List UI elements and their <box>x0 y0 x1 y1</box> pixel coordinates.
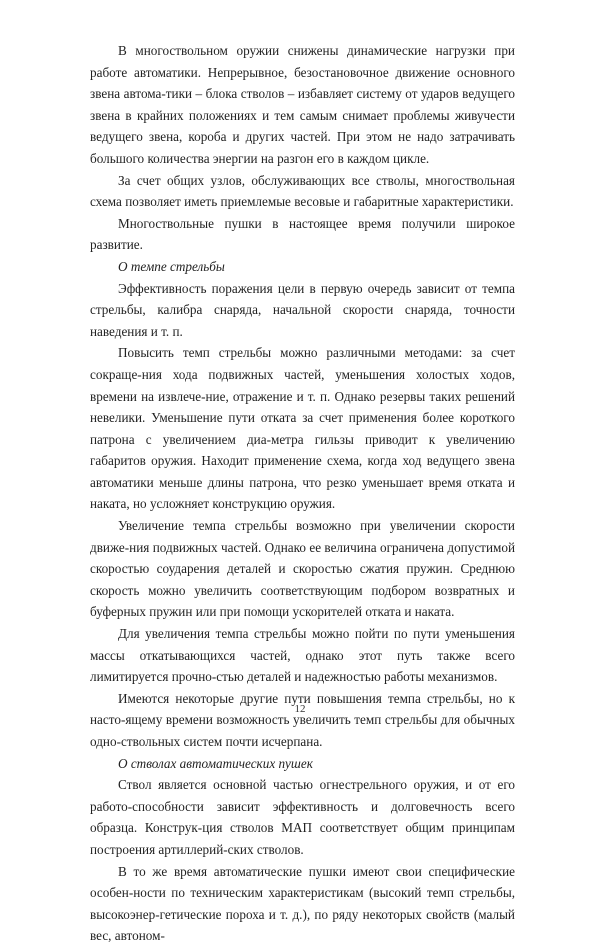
paragraph-specific-features: В то же время автоматические пушки имеют свои специфические особен-ности по техническим характеристикам (высокий темп стрельбы, высокоэнер-гетические пороха и т. д.), по ряду некоторых свойств (малый вес, автоном- <box>90 863 515 944</box>
page-number: 12 <box>294 703 306 715</box>
section-heading-rate-of-fire: О темпе стрельбы <box>118 258 225 274</box>
paragraph-mass-reduction: Для увеличения темпа стрельбы можно пойти по пути уменьшения массы откатывающихся частей, однако этот путь также всего лимитируется прочно-стью деталей и надежностью работы механизмов. <box>90 626 515 685</box>
paragraph-multibarrel-loads: В многоствольном оружии снижены динамические нагрузки при работе автоматики. Непрерывное, безостановочное движение основного звена автома-тики – блока стволов – избавляет систему от ударов ведущего звена в крайних положениях и тем самым снимает проблемы живучести ведущего звена, короба и других частей. При этом не надо затрачивать большого количества энергии на разгон его в каждом цикле. <box>90 43 515 166</box>
paragraph-barrel-main-part: Ствол является основной частью огнестрельного оружия, и от его работо-способности зависит эффективность и долговечность всего образца. Конструк-ция стволов МАП соответствует общим принципам построения артиллерий-ских стволов. <box>90 777 515 857</box>
paragraph-multibarrel-development: Многоствольные пушки в настоящее время получили широкое развитие. <box>90 215 515 253</box>
paragraph-common-units: За счет общих узлов, обслуживающих все стволы, многоствольная схема позволяет иметь приемлемые весовые и габаритные характеристики. <box>90 172 515 210</box>
paragraph-moving-parts-speed: Увеличение темпа стрельбы возможно при увеличении скорости движе-ния подвижных частей. Однако ее величина ограничена допустимой скоростью соударения деталей и скоростью сжатия пружин. Среднюю скорость можно увеличить соответствующим подбором возвратных и буферных пружин или при помощи ускорителей отката и наката. <box>90 518 515 620</box>
page-content <box>90 40 515 947</box>
section-heading-barrels: О стволах автоматических пушек <box>118 755 313 771</box>
paragraph-increase-rate-methods: Повысить темп стрельбы можно различными методами: за счет сокраще-ния хода подвижных частей, уменьшения холостых ходов, времени на извлече-ние, отражение и т. п. Однако резервы таких решений невелики. Уменьшение пути отката за счет применения более короткого патрона с увеличением диа-метра гильзы приводит к увеличению габаритов оружия. Находит применение схема, когда ход ведущего звена автоматики меньше длины патрона, что резко уменьшает время отката и наката, но усложняет конструкцию оружия. <box>90 345 515 512</box>
paragraph-other-ways: Имеются некоторые другие пути повышения темпа стрельбы, но к насто-ящему времени возможность увеличить темп стрельбы для обычных одно-ствольных систем почти исчерпана. <box>90 690 515 749</box>
paragraph-effectiveness: Эффективность поражения цели в первую очередь зависит от темпа стрельбы, калибра снаряда, начальной скорости снаряда, точности наведения и т. п. <box>90 280 515 339</box>
